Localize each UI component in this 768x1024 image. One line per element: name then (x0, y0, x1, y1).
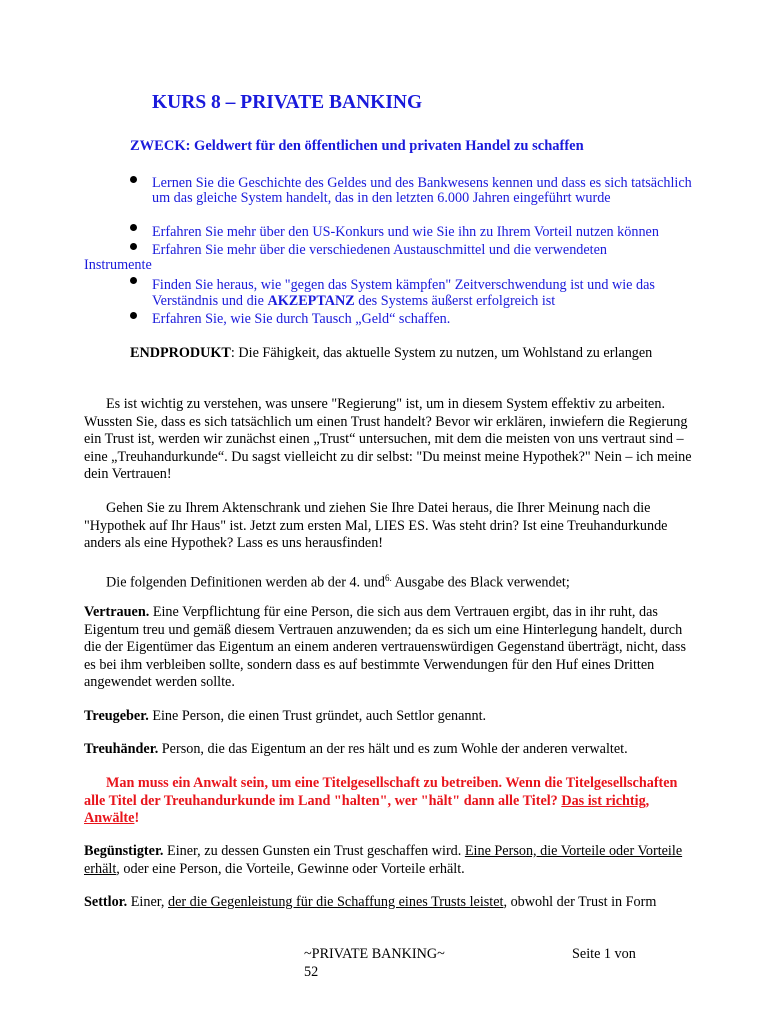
footer-total: 52 (304, 964, 319, 980)
definition-term: Vertrauen. (84, 604, 150, 620)
endproduct-text: : Die Fähigkeit, das aktuelle System zu nutzen, um Wohlstand zu erlangen (230, 345, 653, 361)
definition-settlor (84, 894, 699, 912)
definition-underlined: der die Gegenleistung für die Schaffung eines Trusts leistet (168, 894, 504, 910)
bullet-item (84, 242, 732, 273)
bullet-item: Erfahren Sie mehr über den US-Konkurs und wie Sie ihn zu Ihrem Vorteil nutzen können (152, 224, 659, 240)
bullet-item (152, 277, 712, 309)
definition-text: Eine Verpflichtung für eine Person, die sich aus dem Vertrauen ergibt, das in ihr ruht, das Eigentum treu und gemäß diesem Vertrauen anzuwenden; da es sich um eine Hinterlegung handelt, durch die der Eigentümer das Eigentum an einem anderen vertrauenswürdigen Gegenstand überträgt, nicht, dass es bei ihm verbleiben sollte, sondern dass es auf bestimmte Verwendungen für den Huf eines Dritten angewendet werden sollte. (84, 604, 686, 690)
bullet-icon (130, 176, 137, 183)
definition-text: Person, die das Eigentum an der res hält und es zum Wohle der anderen verwaltet. (158, 741, 628, 757)
definition-text: Eine Person, die einen Trust gründet, auch Settlor genannt. (148, 708, 487, 724)
bullet-line-wrapped: Instrumente (84, 257, 152, 273)
bullet-item: Erfahren Sie, wie Sie durch Tausch „Geld“ schaffen. (152, 311, 451, 327)
bullet-text: Finden Sie heraus, wie "gegen das System kämpfen" Zeitverschwendung ist und wie das Verständnis und die (152, 277, 655, 309)
bullet-text: des Systems äußerst erfolgreich ist (354, 293, 556, 309)
definition-term: Begünstigter. (84, 843, 164, 859)
definition-text: , oder eine Person, die Vorteile, Gewinne oder Vorteile erhält. (116, 860, 465, 877)
definition-treuhaender (84, 741, 699, 759)
paragraph (84, 570, 699, 592)
endproduct-line (130, 345, 730, 363)
warning-underlined: Das ist richtig, Anwälte (84, 792, 650, 826)
superscript: 6. (384, 573, 392, 583)
paragraph-text: Die folgenden Definitionen werden ab der 4. und (106, 574, 385, 591)
definition-term: Settlor. (84, 894, 128, 910)
bullet-icon (130, 243, 137, 250)
definition-text: Einer, zu dessen Gunsten ein Trust geschaffen wird. (163, 843, 465, 859)
bullet-item: Lernen Sie die Geschichte des Geldes und des Bankwesens kennen und dass es sich tatsächlich um das gleiche System handelt, das in den letzten 6.000 Jahren eingeführt wurde (152, 175, 692, 206)
emphasis-text: AKZEPTANZ (267, 293, 355, 309)
bullet-icon (130, 224, 137, 231)
paragraph-text: Ausgabe des Black verwendet; (391, 574, 570, 591)
paragraph: Gehen Sie zu Ihrem Aktenschrank und ziehen Sie Ihre Datei heraus, die Ihrer Meinung nach die "Hypothek auf Ihr Haus" ist. Jetzt zum ersten Mal, LIES ES. Was steht drin? Ist eine Treuhandurkunde anders als eine Hypothek? Lass es uns herausfinden! (84, 500, 668, 551)
definition-text: Einer, (127, 894, 169, 910)
bullet-icon (130, 277, 137, 284)
bullet-icon (130, 312, 137, 319)
definition-term: Treugeber. (84, 708, 149, 724)
warning-end: ! (134, 810, 140, 826)
paragraph: Es ist wichtig zu verstehen, was unsere "Regierung" ist, um in diesem System effektiv zu arbeiten. Wussten Sie, dass es sich tatsächlich um einen Trust handelt? Bevor wir erklären, inwiefern die Regierung ein Trust ist, werden wir zunächst einen „Trust“ untersuchen, mit dem die meisten von uns vertraut sind – eine „Treuhandurkunde“. Du sagst vielleicht zu dir selbst: "Du meinst meine Hypothek?" Nein – ich meine dein Vertrauen! (84, 396, 692, 482)
page-title: KURS 8 – PRIVATE BANKING (152, 92, 423, 113)
warning-text: Man muss ein Anwalt sein, um eine Titelgesellschaft zu betreiben. Wenn die Titelgesellschaften alle Titel der Treuhandurkunde im Land "halten", wer "hält" dann alle Titel? (84, 775, 678, 809)
definition-beguenstigter (84, 843, 699, 878)
definition-underlined: Eine Person, die Vorteile oder Vorteile erhält (84, 843, 683, 877)
definition-text: , obwohl der Trust in Form (503, 894, 657, 910)
definition-vertrauen (84, 604, 699, 692)
definition-term: Treuhänder. (84, 741, 159, 757)
endproduct-label: ENDPRODUKT (130, 345, 231, 361)
purpose-line: ZWECK: Geldwert für den öffentlichen und privaten Handel zu schaffen (130, 138, 584, 154)
footer-title: ~PRIVATE BANKING~ (304, 946, 445, 962)
warning-paragraph (84, 775, 699, 828)
footer-page: Seite 1 von (572, 946, 636, 962)
definition-treugeber (84, 708, 699, 726)
bullet-line: Erfahren Sie mehr über die verschiedenen Austauschmittel und die verwendeten (152, 242, 608, 258)
